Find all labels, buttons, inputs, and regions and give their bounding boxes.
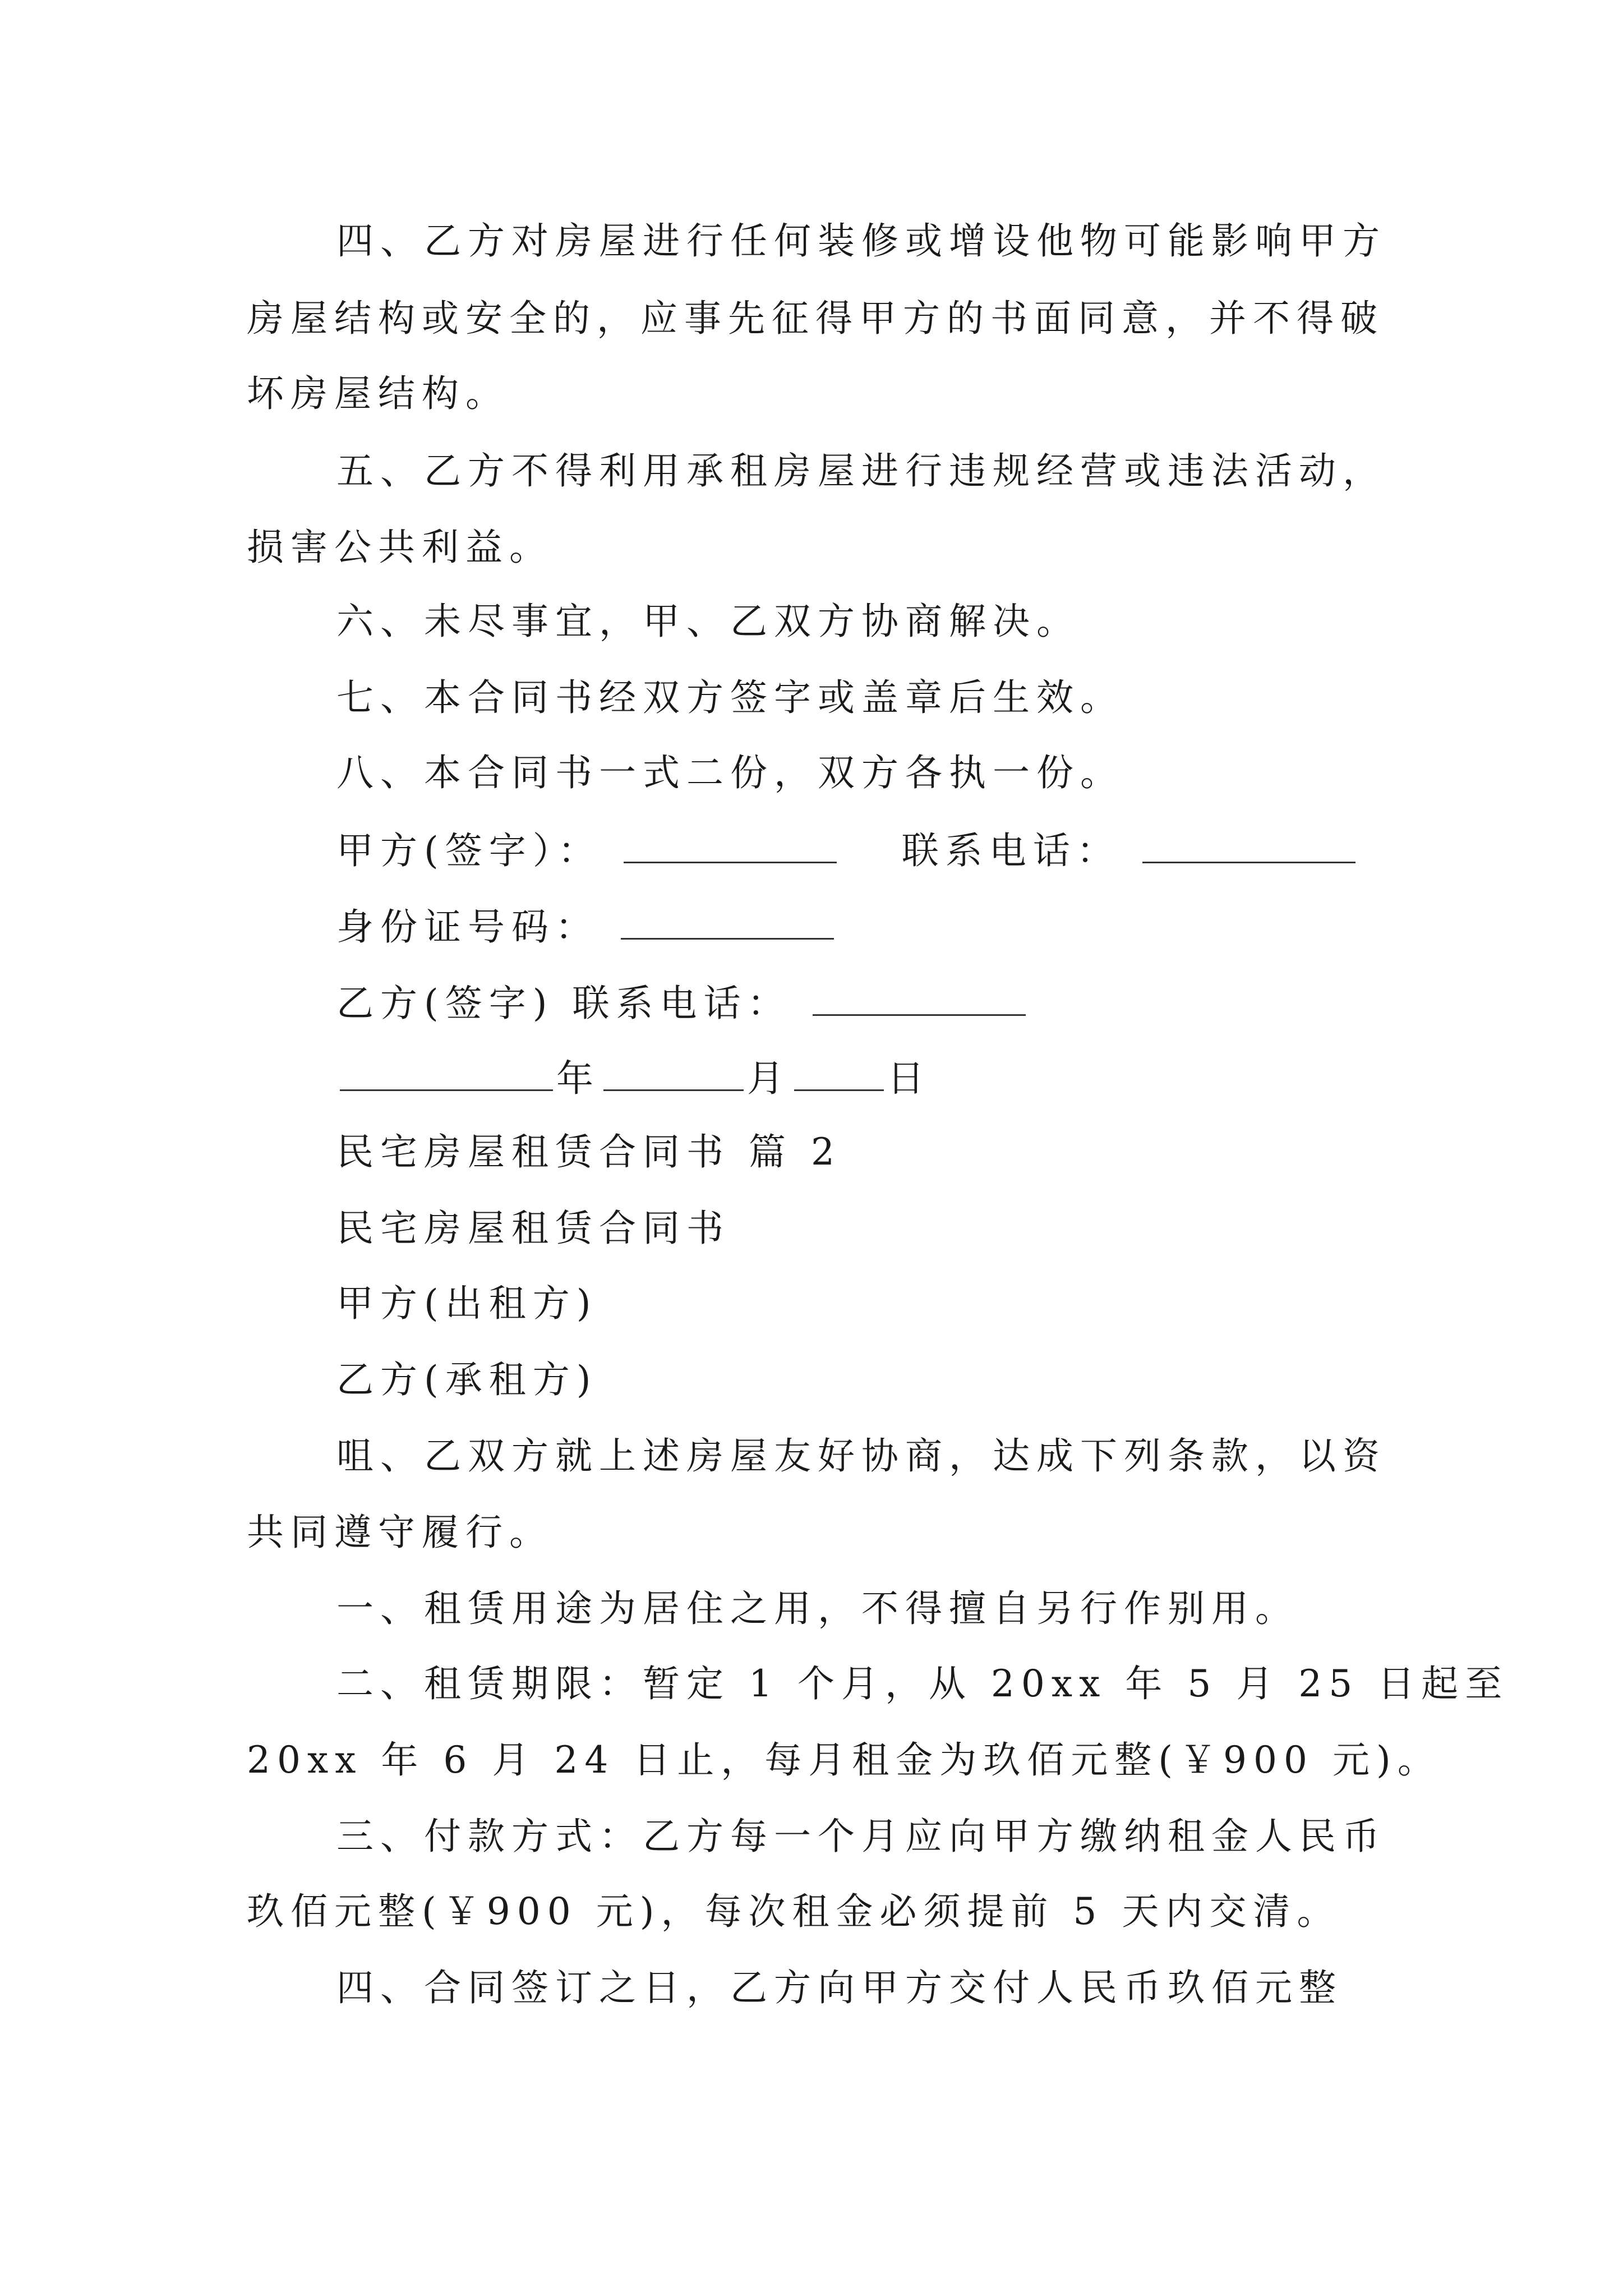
party-a-phone-blank[interactable]	[1142, 827, 1355, 863]
party-a-signature-blank[interactable]	[624, 827, 837, 863]
day-blank[interactable]	[794, 1055, 884, 1091]
party-b-signature-row	[336, 979, 1029, 1026]
clause-6: 六、未尽事宜，甲、乙双方协商解决。	[336, 600, 1080, 643]
preamble-line-2: 共同遵守履行。	[247, 1511, 553, 1554]
party-b-label: 乙方(签字) 联系电话：	[336, 982, 791, 1025]
id-number-label: 身份证号码：	[336, 905, 599, 949]
date-row	[336, 1055, 931, 1101]
party-a-label: 甲方(签字）：	[336, 829, 602, 872]
article-2-line-2: 20xx 年 6 月 24 日止，每月租金为玖佰元整(￥900 元)。	[247, 1738, 1441, 1782]
clause-8: 八、本合同书一式二份，双方各执一份。	[336, 751, 1124, 794]
clause-5-line-1: 五、乙方不得利用承租房屋进行违规经营或违法活动，	[336, 449, 1386, 493]
month-label: 月	[747, 1057, 791, 1100]
preamble-line-1: 咀、乙双方就上述房屋友好协商，达成下列条款，以资	[336, 1434, 1386, 1478]
id-number-blank[interactable]	[621, 903, 834, 940]
party-a-signature-row	[336, 827, 1359, 873]
clause-4-line-3: 坏房屋结构。	[247, 372, 509, 415]
clause-7: 七、本合同书经双方签字或盖章后生效。	[336, 676, 1124, 719]
clause-5-line-2: 损害公共利益。	[247, 526, 553, 569]
year-label: 年	[556, 1057, 600, 1100]
article-2-line-1: 二、租赁期限：暂定 1 个月，从 20xx 年 5 月 25 日起至	[336, 1662, 1509, 1705]
party-a-phone-label: 联系电话：	[901, 829, 1121, 872]
section-2-heading: 民宅房屋租赁合同书 篇 2	[336, 1130, 841, 1174]
year-blank[interactable]	[340, 1055, 553, 1091]
month-blank[interactable]	[603, 1055, 744, 1091]
party-a-lessor: 甲方(出租方)	[336, 1282, 598, 1325]
article-4-line-1: 四、合同签订之日，乙方向甲方交付人民币玖佰元整	[336, 1966, 1343, 2009]
clause-4-line-2: 房屋结构或安全的，应事先征得甲方的书面同意，并不得破	[247, 297, 1384, 340]
party-b-phone-blank[interactable]	[813, 979, 1026, 1016]
article-1: 一、租赁用途为居住之用，不得擅自另行作别用。	[336, 1587, 1299, 1630]
article-3-line-1: 三、付款方式：乙方每一个月应向甲方缴纳租金人民币	[336, 1815, 1386, 1858]
contract-title: 民宅房屋租赁合同书	[336, 1207, 730, 1250]
day-label: 日	[887, 1057, 931, 1100]
id-number-row	[336, 903, 837, 950]
party-b-lessee: 乙方(承租方)	[336, 1358, 598, 1401]
clause-4-line-1: 四、乙方对房屋进行任何装修或增设他物可能影响甲方	[336, 219, 1386, 263]
article-3-line-2: 玖佰元整(￥900 元)，每次租金必须提前 5 天内交清。	[247, 1890, 1341, 1933]
